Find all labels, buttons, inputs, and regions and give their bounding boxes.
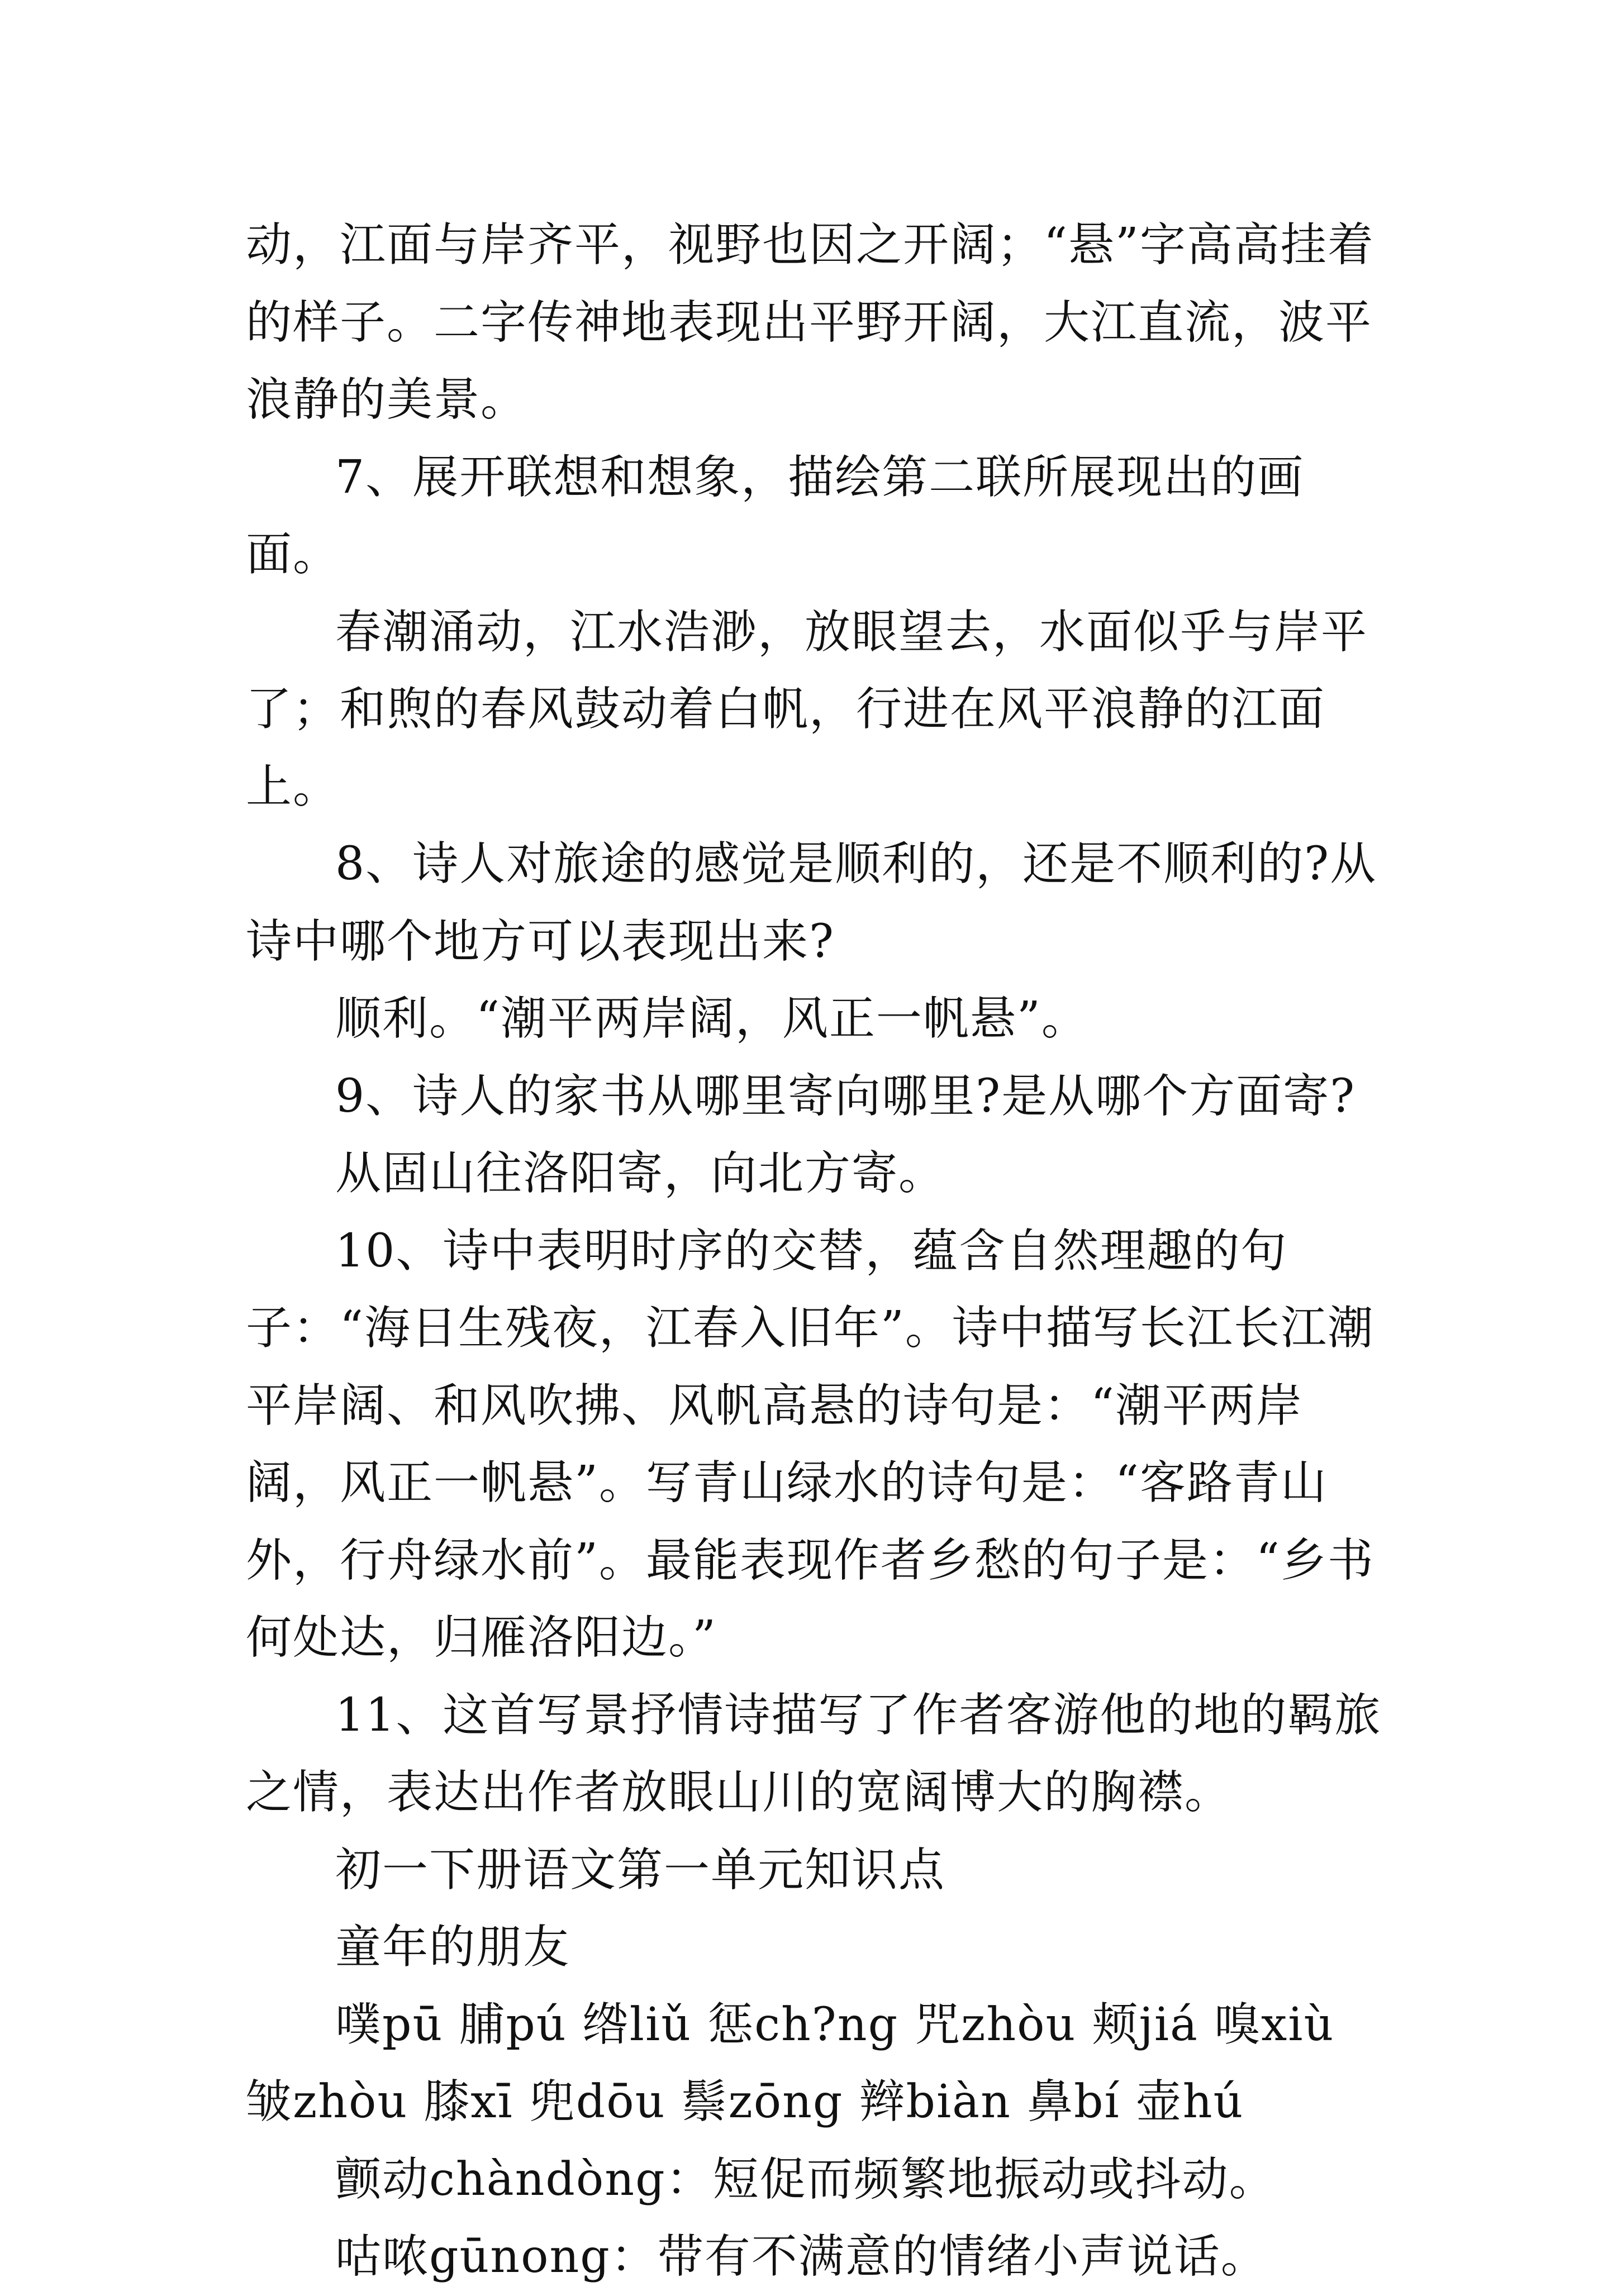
- document-body: [246, 207, 1391, 2296]
- section-heading: 初一下册语文第一单元知识点: [335, 1843, 946, 1897]
- paragraph-item-10: 10、诗中表明时序的交替，蕴含自然理趣的句子：“海日生残夜，江春入旧年”。诗中描写长江长江潮平岸阔、和风吹拂、风帆高悬的诗句是：“潮平两岸阔，风正一帆悬”。写青山绿水的诗句是：“客路青山外，行舟绿水前”。最能表现作者乡愁的句子是：“乡书何处达，归雁洛阳边。”: [246, 1224, 1375, 1664]
- paragraph-question-7: 7、展开联想和想象，描绘第二联所展现出的画面。: [246, 450, 1305, 581]
- paragraph-answer-9: 从固山往洛阳寄，向北方寄。: [335, 1147, 946, 1200]
- paragraph-question-8: 8、诗人对旅途的感觉是顺利的，还是不顺利的?从诗中哪个地方可以表现出来?: [246, 837, 1377, 968]
- lesson-title: 童年的朋友: [335, 1921, 570, 1974]
- paragraph-answer-8: 顺利。“潮平两岸阔，风正一帆悬”。: [335, 992, 1088, 1045]
- definition-gunong: 咕哝gūnong：带有不满意的情绪小声说话。: [335, 2230, 1268, 2283]
- paragraph-continued-analysis: 动，江面与岸齐平，视野也因之开阔；“悬”字高高挂着的样子。二字传神地表现出平野开阔，大江直流，波平浪静的美景。: [246, 218, 1375, 426]
- definition-chandong: 颤动chàndòng：短促而频繁地振动或抖动。: [335, 2152, 1276, 2206]
- paragraph-answer-7: 春潮涌动，江水浩渺，放眼望去，水面似乎与岸平了；和煦的春风鼓动着白帆，行进在风平浪静的江面上。: [246, 605, 1368, 813]
- pinyin-vocabulary: 噗pū 脯pú 绺liǔ 惩ch?ng 咒zhòu 颊jiá 嗅xiù 皱zhòu 膝xī 兜dōu 鬃zōng 辫biàn 鼻bí 壶hú: [246, 1998, 1335, 2128]
- paragraph-item-11: 11、这首写景抒情诗描写了作者客游他的地的羁旅之情，表达出作者放眼山川的宽阔博大的胸襟。: [246, 1688, 1382, 1819]
- paragraph-question-9: 9、诗人的家书从哪里寄向哪里?是从哪个方面寄?: [335, 1069, 1356, 1123]
